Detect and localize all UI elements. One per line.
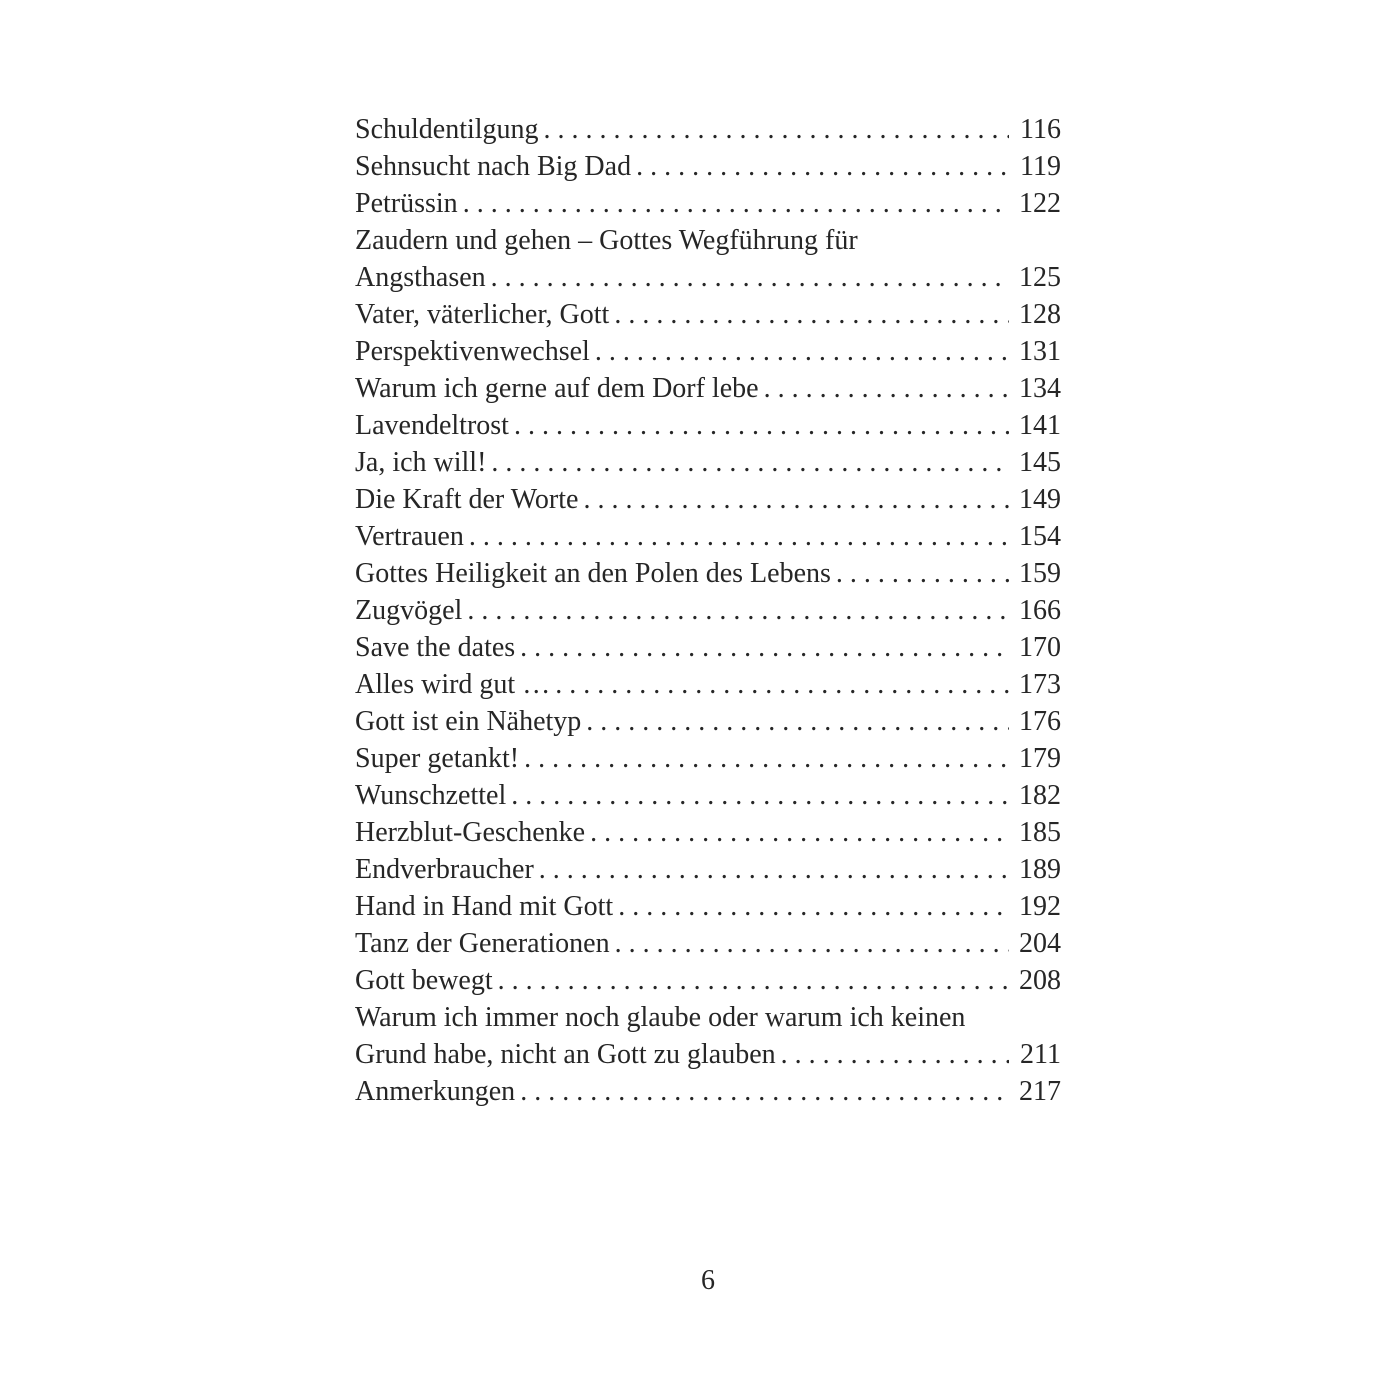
toc-entry-title: Gottes Heiligkeit an den Polen des Lebens [355, 558, 831, 589]
toc-page-number: 159 [1019, 558, 1061, 589]
toc-row [355, 999, 1061, 1036]
toc-page-number: 170 [1019, 632, 1061, 663]
toc-entry-title: Grund habe, nicht an Gott zu glauben [355, 1039, 776, 1070]
toc-dot-leader [520, 629, 1009, 666]
toc-page-number: 217 [1019, 1076, 1061, 1107]
toc-entry-title: Vertrauen [355, 521, 464, 552]
toc-list [355, 111, 1061, 1110]
toc-dot-leader [469, 518, 1009, 555]
toc-page-number: 141 [1019, 410, 1061, 441]
toc-page-number: 149 [1019, 484, 1061, 515]
toc-dot-leader [539, 851, 1009, 888]
toc-entry-title: Zugvögel [355, 595, 463, 626]
toc-entry-title: Wunschzettel [355, 780, 507, 811]
toc-dot-leader [520, 1073, 1009, 1110]
toc-entry-title: Zaudern und gehen – Gottes Wegführung für [355, 225, 858, 256]
toc-entry-title: Alles wird gut … [355, 669, 551, 700]
toc-page-number: 119 [1020, 151, 1061, 182]
toc-page-number: 125 [1019, 262, 1061, 293]
toc-entry-title: Tanz der Generationen [355, 928, 610, 959]
toc-dot-leader [491, 444, 1009, 481]
folio-page-number: 6 [701, 1265, 715, 1296]
toc-dot-leader [463, 185, 1009, 222]
toc-row [355, 925, 1061, 962]
toc-page-number: 145 [1019, 447, 1061, 478]
toc-entry-title: Perspektivenwechsel [355, 336, 590, 367]
toc-dot-leader [586, 703, 1009, 740]
toc-dot-leader [614, 296, 1009, 333]
toc-entry-title: Warum ich gerne auf dem Dorf lebe [355, 373, 759, 404]
toc-entry-title: Die Kraft der Worte [355, 484, 579, 515]
toc-row [355, 777, 1061, 814]
toc-entry-title: Schuldentilgung [355, 114, 539, 145]
toc-dot-leader [595, 333, 1009, 370]
toc-entry-title: Sehnsucht nach Big Dad [355, 151, 632, 182]
toc-dot-leader [618, 888, 1009, 925]
toc-page-number: 131 [1019, 336, 1061, 367]
toc-page-number: 116 [1020, 114, 1061, 145]
toc-dot-leader [491, 259, 1009, 296]
toc-entry-title: Super getankt! [355, 743, 520, 774]
toc-entry-title: Ja, ich will! [355, 447, 487, 478]
toc-row [355, 962, 1061, 999]
toc-dot-leader [836, 555, 1009, 592]
toc-row [355, 888, 1061, 925]
toc-row [355, 629, 1061, 666]
toc-page-number: 192 [1019, 891, 1061, 922]
toc-dot-leader [615, 925, 1009, 962]
toc-row [355, 222, 1061, 259]
toc-entry-title: Warum ich immer noch glaube oder warum ich keinen [355, 1002, 966, 1033]
toc-dot-leader [544, 111, 1009, 148]
toc-page-number: 166 [1019, 595, 1061, 626]
toc-entry-title: Save the dates [355, 632, 516, 663]
toc-dot-leader [524, 740, 1009, 777]
toc-row [355, 333, 1061, 370]
toc-page-number: 128 [1019, 299, 1061, 330]
toc-row [355, 148, 1061, 185]
toc-row [355, 444, 1061, 481]
toc-row [355, 814, 1061, 851]
toc-page-number: 185 [1019, 817, 1061, 848]
toc-row [355, 666, 1061, 703]
toc-row [355, 370, 1061, 407]
toc-page-number: 208 [1019, 965, 1061, 996]
toc-dot-leader [511, 777, 1009, 814]
toc-row [355, 1073, 1061, 1110]
toc-entry-title: Petrüssin [355, 188, 458, 219]
toc-row [355, 1036, 1061, 1073]
toc-dot-leader [467, 592, 1009, 629]
toc-page-number: 189 [1019, 854, 1061, 885]
toc-page-number: 122 [1019, 188, 1061, 219]
toc-page-number: 134 [1019, 373, 1061, 404]
toc-entry-title: Angsthasen [355, 262, 486, 293]
toc-page-number: 211 [1020, 1039, 1061, 1070]
toc-dot-leader [590, 814, 1009, 851]
toc-row [355, 296, 1061, 333]
toc-dot-leader [498, 962, 1009, 999]
toc-row [355, 185, 1061, 222]
toc-page-number: 154 [1019, 521, 1061, 552]
toc-entry-title: Gott ist ein Nähetyp [355, 706, 582, 737]
toc-dot-leader [636, 148, 1009, 185]
toc-dot-leader [514, 407, 1009, 444]
toc-page-number: 182 [1019, 780, 1061, 811]
toc-page-number: 176 [1019, 706, 1061, 737]
toc-row [355, 703, 1061, 740]
toc-row [355, 555, 1061, 592]
toc-entry-title: Vater, väterlicher, Gott [355, 299, 610, 330]
toc-row [355, 592, 1061, 629]
toc-row [355, 740, 1061, 777]
toc-row [355, 407, 1061, 444]
toc-entry-title: Lavendeltrost [355, 410, 509, 441]
toc-row [355, 518, 1061, 555]
toc-dot-leader [781, 1036, 1009, 1073]
toc-row [355, 259, 1061, 296]
toc-row [355, 851, 1061, 888]
toc-page-number: 179 [1019, 743, 1061, 774]
toc-entry-title: Anmerkungen [355, 1076, 516, 1107]
toc-page-number: 173 [1019, 669, 1061, 700]
toc-page-number: 204 [1019, 928, 1061, 959]
toc-dot-leader [764, 370, 1009, 407]
toc-entry-title: Herzblut-Geschenke [355, 817, 586, 848]
toc-dot-leader [555, 666, 1009, 703]
toc-entry-title: Gott bewegt [355, 965, 493, 996]
toc-row [355, 481, 1061, 518]
toc-dot-leader [583, 481, 1009, 518]
toc-entry-title: Endverbraucher [355, 854, 534, 885]
toc-entry-title: Hand in Hand mit Gott [355, 891, 614, 922]
toc-row [355, 111, 1061, 148]
